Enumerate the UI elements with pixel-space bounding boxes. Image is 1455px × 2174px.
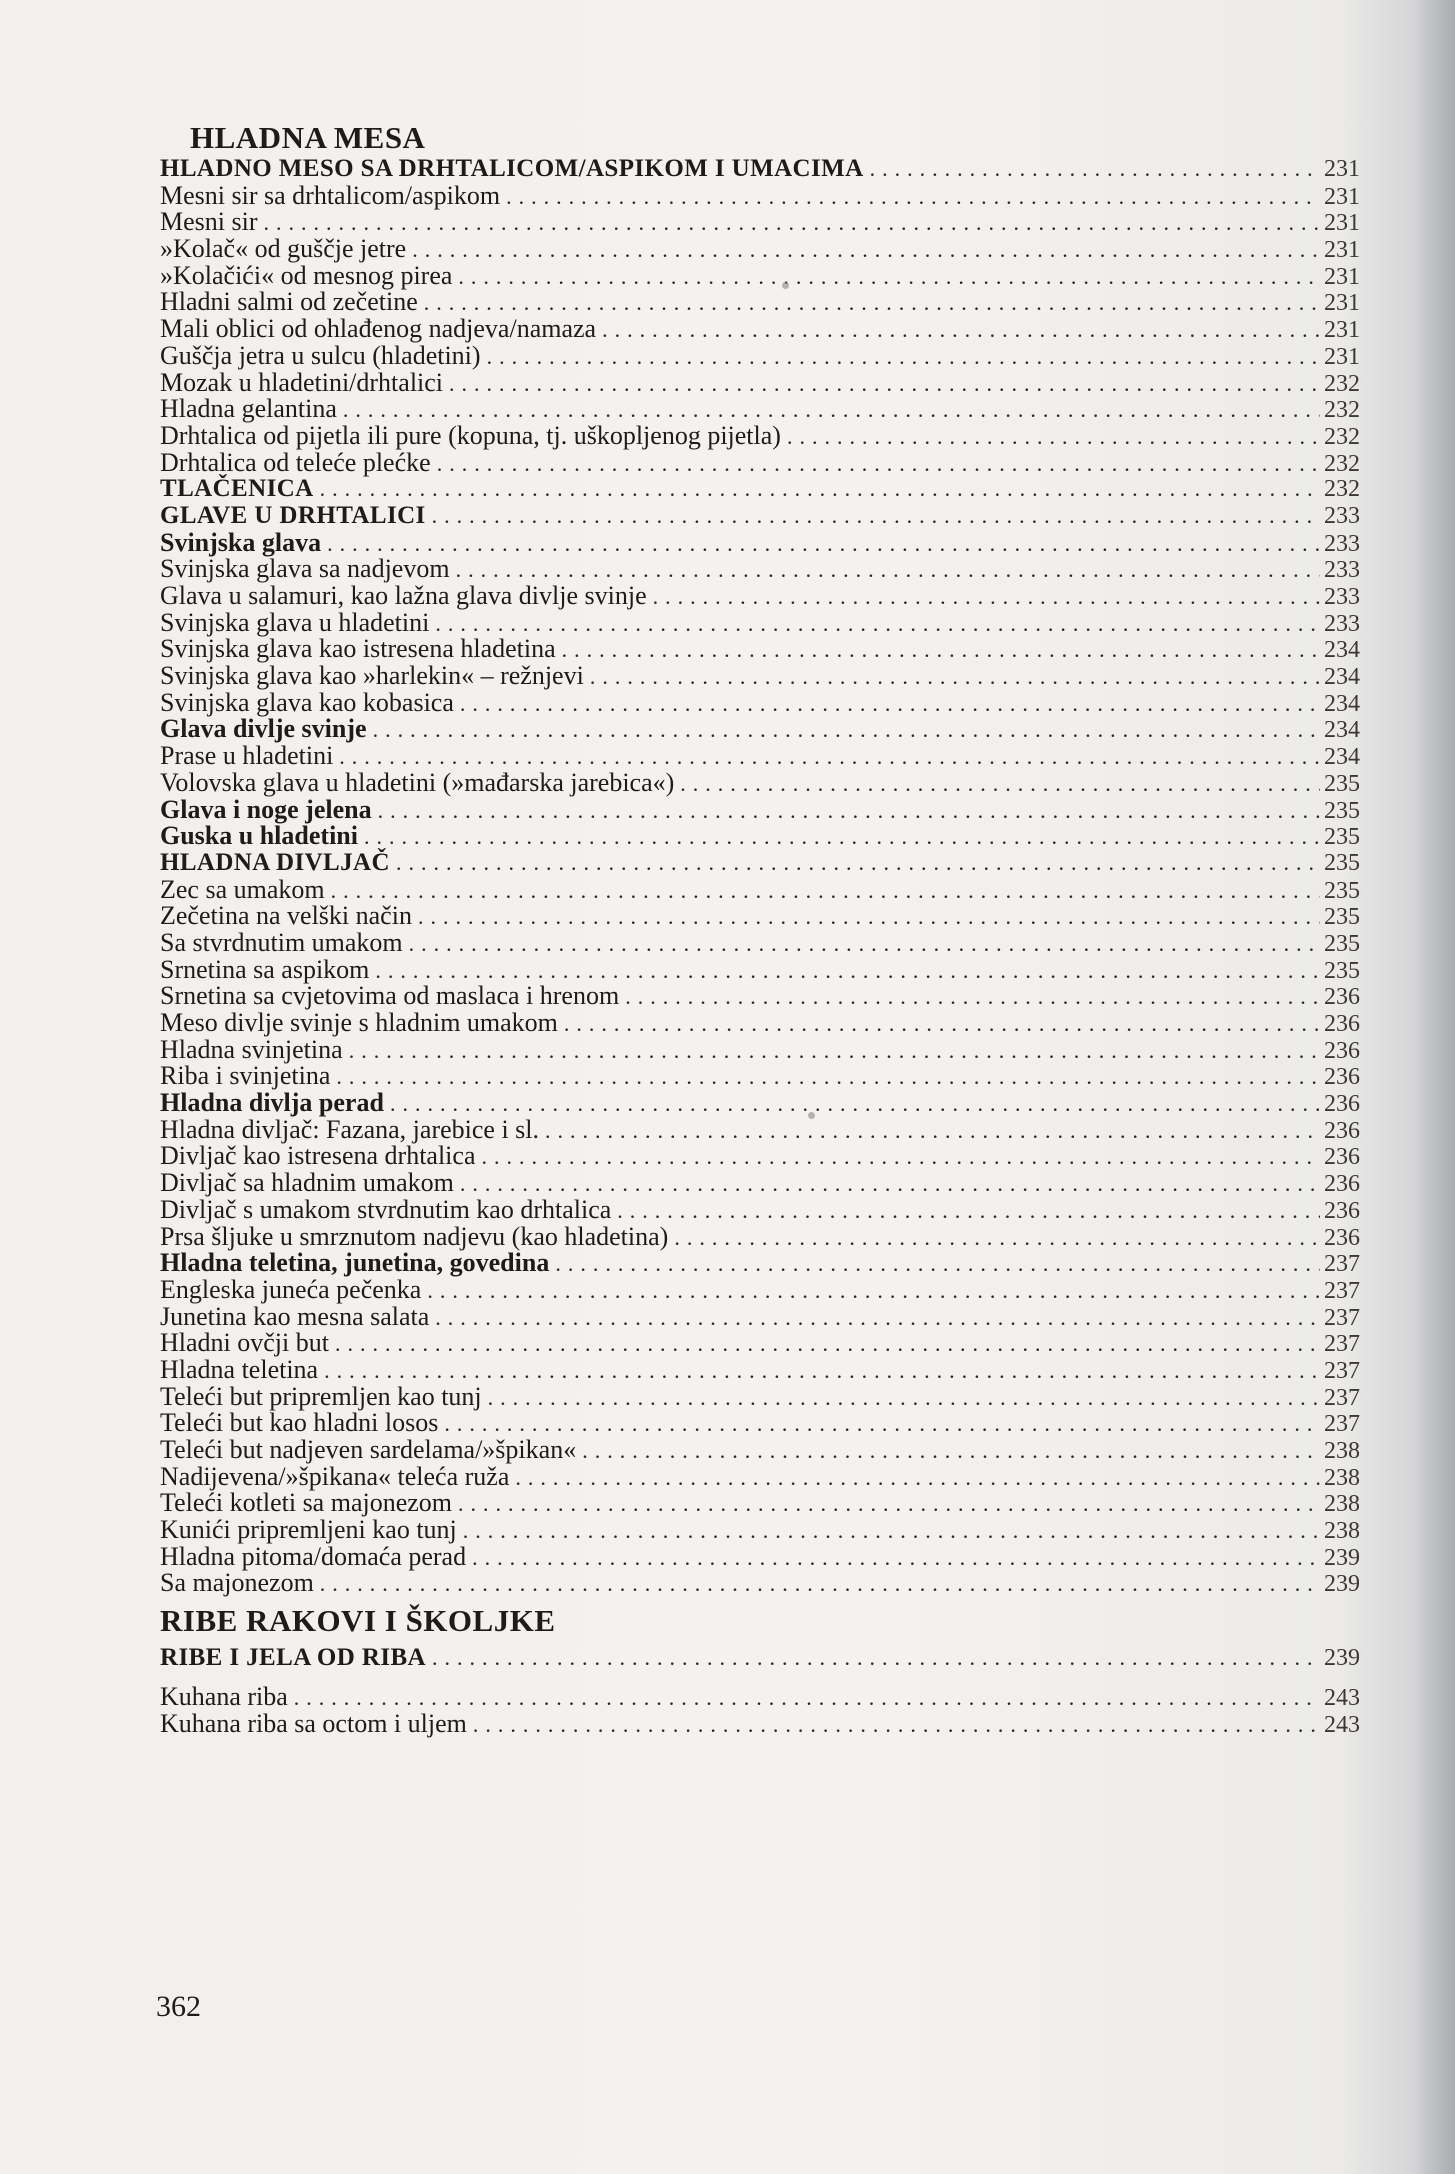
entry-title: Hladni ovčji but — [160, 1328, 329, 1358]
toc-entry — [160, 1381, 1360, 1411]
entry-page-number: 236 — [1324, 1091, 1360, 1118]
dot-leader — [870, 156, 1320, 183]
toc-entry — [160, 927, 1360, 957]
toc-subsection-entry — [160, 850, 1360, 877]
entry-title: Sa majonezom — [160, 1568, 314, 1598]
entry-page-number: 236 — [1324, 1197, 1360, 1224]
page-number: 362 — [156, 1990, 201, 2023]
dot-leader — [444, 1411, 1320, 1438]
dot-leader — [264, 210, 1321, 237]
entry-page-number: 235 — [1324, 904, 1360, 931]
dot-leader — [456, 557, 1320, 584]
entry-title: Glava u salamuri, kao lažna glava divlje svinje — [160, 581, 647, 610]
toc-entry — [160, 1010, 1360, 1037]
entry-title: Meso divlje svinje s hladnim umakom — [160, 1008, 558, 1037]
entry-title: Kuhana riba — [160, 1681, 288, 1711]
entry-page-number: 235 — [1324, 957, 1360, 984]
entry-title: Junetina kao mesna salata — [160, 1301, 430, 1331]
entry-page-number: 238 — [1324, 1438, 1360, 1464]
toc-entry — [160, 1410, 1360, 1437]
entry-title: RIBE I JELA OD RIBA — [160, 1644, 426, 1672]
entry-title: Svinjska glava kao istresena hladetina — [160, 634, 556, 664]
dot-leader — [458, 1491, 1320, 1518]
entry-page-number: 243 — [1324, 1684, 1360, 1711]
entry-title: Hladna teletina — [160, 1354, 319, 1384]
entry-page-number: 232 — [1324, 423, 1360, 450]
entry-page-number: 235 — [1324, 824, 1360, 851]
dot-leader — [435, 1305, 1320, 1332]
toc-entry — [160, 1570, 1360, 1597]
toc-entry — [160, 1221, 1360, 1251]
entry-page-number: 233 — [1324, 584, 1360, 610]
toc-entry — [160, 636, 1360, 663]
entry-page-number: 235 — [1324, 849, 1360, 876]
entry-page-number: 231 — [1324, 290, 1360, 317]
entry-title: »Kolačići« od mesnog pirea — [160, 260, 453, 290]
dot-leader — [590, 664, 1320, 691]
entry-title: Hladna gelantina — [160, 394, 337, 424]
dot-leader — [409, 931, 1320, 958]
entry-title: Mesni sir sa drhtalicom/aspikom — [160, 180, 501, 210]
entry-page-number: 235 — [1324, 930, 1360, 957]
toc-entry — [160, 1250, 1360, 1277]
entry-title: Svinjska glava u hladetini — [160, 607, 430, 637]
entry-title: Kuhana riba sa octom i uljem — [160, 1708, 467, 1738]
dot-leader — [335, 1331, 1320, 1358]
entry-page-number: 231 — [1324, 317, 1360, 344]
entry-title: Hladna teletina, junetina, govedina — [160, 1248, 550, 1278]
toc-entry — [160, 874, 1360, 904]
entry-title: Riba i svinjetina — [160, 1061, 331, 1091]
dot-leader — [324, 1358, 1320, 1385]
dot-leader — [460, 691, 1320, 718]
dot-leader — [680, 771, 1320, 798]
toc-entry — [160, 340, 1360, 370]
entry-page-number: 233 — [1324, 502, 1360, 529]
entry-title: Kunići pripremljeni kao tunj — [160, 1515, 457, 1545]
toc-entry — [160, 396, 1360, 423]
dot-leader — [515, 1465, 1320, 1492]
entry-title: Zečetina na velški način — [160, 901, 412, 931]
entry-title: Svinjska glava kao kobasica — [160, 687, 454, 717]
toc-entry — [160, 663, 1360, 690]
entry-title: TLAČENICA — [160, 475, 314, 503]
entry-title: Zec sa umakom — [160, 874, 325, 904]
toc-entry — [160, 289, 1360, 316]
toc-entry — [160, 1354, 1360, 1384]
entry-title: Divljač s umakom stvrdnutim kao drhtalica — [160, 1194, 612, 1224]
toc-entry — [160, 260, 1360, 290]
entry-page-number: 238 — [1324, 1518, 1360, 1545]
entry-page-number: 234 — [1324, 637, 1360, 664]
paper-speck — [782, 282, 789, 289]
toc-entry — [160, 767, 1360, 797]
toc-entry — [160, 1034, 1360, 1064]
dot-leader — [320, 476, 1320, 503]
entry-title: Nadijevena/»špikana« teleća ruža — [160, 1461, 510, 1491]
dot-leader — [331, 878, 1320, 905]
entry-page-number: 236 — [1324, 1011, 1360, 1037]
spacer — [160, 1672, 1360, 1684]
dot-leader — [460, 1171, 1320, 1198]
entry-title: Hladna pitoma/domaća perad — [160, 1541, 467, 1571]
toc-entry — [160, 794, 1360, 824]
toc-entry — [160, 1063, 1360, 1090]
entry-page-number: 236 — [1324, 1037, 1360, 1064]
toc-entry — [160, 954, 1360, 984]
section-heading: RIBE RAKOVI I ŠKOLJKE — [160, 1603, 556, 1639]
dot-leader — [435, 611, 1320, 638]
toc-entry — [160, 1490, 1360, 1517]
entry-page-number: 232 — [1324, 476, 1360, 503]
entry-page-number: 236 — [1324, 1117, 1360, 1144]
entry-page-number: 231 — [1324, 237, 1360, 264]
toc-entry — [160, 447, 1360, 477]
entry-title: Drhtalica od pijetla ili pure (kopuna, tj. uškopljenog pijetla) — [160, 420, 781, 450]
entry-title: HLADNO MESO SA DRHTALICOM/ASPIKOM I UMACIMA — [160, 155, 864, 182]
dot-leader — [427, 1278, 1320, 1305]
entry-title: Teleći kotleti sa majonezom — [160, 1488, 453, 1518]
paper-speck — [808, 1112, 815, 1119]
entry-title: Hladna divlja perad — [160, 1088, 384, 1118]
entry-page-number: 231 — [1324, 183, 1360, 210]
toc-entry — [160, 209, 1360, 236]
dot-leader — [617, 1198, 1320, 1225]
dot-leader — [472, 1545, 1320, 1572]
toc-entry — [160, 316, 1360, 343]
toc-entry — [160, 1143, 1360, 1170]
entry-page-number: 231 — [1324, 263, 1360, 290]
toc-entry — [160, 687, 1360, 717]
entry-page-number: 239 — [1324, 1544, 1360, 1571]
entry-title: Mesni sir — [160, 207, 258, 237]
dot-leader — [555, 1251, 1320, 1278]
entry-page-number: 237 — [1324, 1304, 1360, 1331]
entry-title: Glava i noge jelena — [160, 794, 372, 824]
entry-title: Divljač sa hladnim umakom — [160, 1168, 454, 1198]
toc-entry — [160, 1330, 1360, 1357]
dot-leader — [373, 717, 1320, 744]
entry-title: Divljač kao istresena drhtalica — [160, 1141, 476, 1171]
entry-title: Teleći but nadjeven sardelama/»špikan« — [160, 1435, 577, 1464]
dot-leader — [364, 824, 1320, 851]
dot-leader — [349, 1038, 1320, 1065]
toc-entry — [160, 236, 1360, 263]
table-of-contents — [160, 120, 1360, 1737]
entry-title: Svinjska glava — [160, 527, 322, 557]
dot-leader — [625, 984, 1320, 1011]
entry-title: Svinjska glava sa nadjevom — [160, 554, 450, 584]
toc-entry — [160, 1170, 1360, 1197]
entry-page-number: 236 — [1324, 984, 1360, 1011]
dot-leader — [506, 184, 1320, 211]
dot-leader — [294, 1685, 1320, 1712]
dot-leader — [653, 584, 1320, 611]
entry-page-number: 237 — [1324, 1277, 1360, 1304]
toc-entry — [160, 903, 1360, 930]
dot-leader — [320, 1571, 1320, 1598]
entry-page-number: 238 — [1324, 1464, 1360, 1491]
toc-entry — [160, 1274, 1360, 1304]
dot-leader — [582, 1438, 1320, 1465]
toc-entry — [160, 1090, 1360, 1117]
dot-leader — [424, 290, 1320, 317]
toc-entry — [160, 1194, 1360, 1224]
toc-entry — [160, 716, 1360, 743]
entry-page-number: 239 — [1324, 1571, 1360, 1598]
toc-subsection-entry — [160, 503, 1360, 530]
toc-subsection-entry — [160, 1645, 1360, 1672]
dot-leader — [336, 1064, 1320, 1091]
entry-title: GLAVE U DRHTALICI — [160, 501, 426, 529]
entry-title: HLADNA DIVLJAČ — [160, 848, 390, 876]
toc-entry — [160, 1301, 1360, 1331]
dot-leader — [432, 503, 1320, 530]
toc-entry — [160, 1114, 1360, 1144]
toc-entry — [160, 367, 1360, 397]
toc-entry — [160, 180, 1360, 210]
dot-leader — [327, 531, 1320, 558]
entry-title: Guščja jetra u sulcu (hladetini) — [160, 340, 481, 370]
entry-title: Svinjska glava kao »harlekin« – režnjevi — [160, 661, 584, 691]
toc-entry — [160, 1437, 1360, 1464]
entry-title: Prsa šljuke u smrznutom nadjevu (kao hladetina) — [160, 1221, 669, 1251]
entry-page-number: 237 — [1324, 1251, 1360, 1278]
entry-page-number: 235 — [1324, 770, 1360, 797]
entry-page-number: 233 — [1324, 610, 1360, 637]
dot-leader — [437, 451, 1320, 478]
dot-leader — [473, 1712, 1320, 1739]
entry-page-number: 234 — [1324, 664, 1360, 691]
dot-leader — [674, 1225, 1320, 1252]
dot-leader — [339, 744, 1320, 771]
entry-page-number: 235 — [1324, 877, 1360, 904]
entry-page-number: 236 — [1324, 1224, 1360, 1251]
entry-page-number: 236 — [1324, 1064, 1360, 1091]
toc-subsection-entry — [160, 476, 1360, 503]
entry-page-number: 231 — [1324, 343, 1360, 370]
dot-leader — [418, 904, 1320, 931]
entry-title: Teleći but pripremljen kao tunj — [160, 1381, 482, 1411]
entry-page-number: 237 — [1324, 1331, 1360, 1358]
entry-page-number: 236 — [1324, 1171, 1360, 1198]
entry-title: Srnetina sa aspikom — [160, 954, 370, 984]
dot-leader — [458, 264, 1320, 291]
entry-page-number: 234 — [1324, 717, 1360, 744]
entry-title: Sa stvrdnutim umakom — [160, 927, 403, 957]
entry-title: »Kolač« od guščje jetre — [160, 234, 407, 264]
entry-page-number: 237 — [1324, 1411, 1360, 1438]
entry-title: Mali oblici od ohlađenog nadjeva/namaza — [160, 314, 597, 344]
toc-entry — [160, 607, 1360, 637]
dot-leader — [463, 1518, 1320, 1545]
entry-page-number: 238 — [1324, 1491, 1360, 1518]
entry-title: Mozak u hladetini/drhtalici — [160, 367, 444, 397]
entry-page-number: 232 — [1324, 450, 1360, 477]
toc-entry — [160, 983, 1360, 1010]
entry-title: Drhtalica od teleće plećke — [160, 447, 431, 477]
entry-page-number: 233 — [1324, 557, 1360, 584]
dot-leader — [432, 1645, 1320, 1672]
entry-page-number: 231 — [1324, 210, 1360, 237]
entry-page-number: 237 — [1324, 1384, 1360, 1411]
entry-page-number: 231 — [1324, 156, 1360, 182]
entry-page-number: 235 — [1324, 797, 1360, 824]
entry-title: Glava divlje svinje — [160, 714, 367, 744]
entry-page-number: 236 — [1324, 1144, 1360, 1171]
dot-leader — [564, 1011, 1320, 1038]
toc-entry — [160, 527, 1360, 557]
entry-title: Prase u hladetini — [160, 741, 334, 771]
dot-leader — [449, 371, 1320, 398]
toc-entry — [160, 743, 1360, 770]
toc-subsection-entry — [160, 156, 1360, 183]
toc-entry — [160, 583, 1360, 610]
entry-page-number: 239 — [1324, 1645, 1360, 1672]
entry-title: Hladni salmi od zečetine — [160, 287, 418, 317]
dot-leader — [787, 424, 1320, 451]
entry-page-number: 237 — [1324, 1357, 1360, 1384]
toc-entry — [160, 1461, 1360, 1491]
dot-leader — [375, 958, 1320, 985]
entry-title: Srnetina sa cvjetovima od maslaca i hrenom — [160, 981, 620, 1011]
entry-page-number: 232 — [1324, 397, 1360, 424]
entry-title: Hladna divljač: Fazana, jarebice i sl. — [160, 1114, 540, 1144]
dot-leader — [562, 637, 1320, 664]
entry-page-number: 233 — [1324, 530, 1360, 557]
dot-leader — [481, 1144, 1320, 1171]
entry-title: Guska u hladetini — [160, 821, 358, 851]
dot-leader — [488, 1385, 1320, 1412]
entry-title: Engleska juneća pečenka — [160, 1274, 422, 1304]
dot-leader — [602, 317, 1320, 344]
entry-page-number: 234 — [1324, 744, 1360, 771]
page-edge-shadow — [1417, 0, 1455, 2174]
entry-page-number: 232 — [1324, 370, 1360, 397]
toc-entry — [160, 1541, 1360, 1571]
dot-leader — [378, 798, 1320, 825]
entry-title: Teleći but kao hladni losos — [160, 1408, 439, 1438]
toc-entry — [160, 823, 1360, 850]
toc-entry — [160, 1681, 1360, 1711]
toc-entry — [160, 420, 1360, 450]
dot-leader — [412, 237, 1320, 264]
toc-entry — [160, 1708, 1360, 1738]
dot-leader — [343, 397, 1320, 424]
entry-page-number: 243 — [1324, 1711, 1360, 1738]
dot-leader — [545, 1118, 1320, 1145]
toc-entry — [160, 556, 1360, 583]
dot-leader — [396, 850, 1320, 877]
entry-page-number: 234 — [1324, 690, 1360, 717]
dot-leader — [390, 1091, 1320, 1118]
entry-title: Volovska glava u hladetini (»mađarska jarebica«) — [160, 767, 675, 797]
entry-title: Hladna svinjetina — [160, 1034, 343, 1064]
toc-entry — [160, 1517, 1360, 1544]
section-heading: HLADNA MESA — [190, 120, 426, 155]
dot-leader — [487, 344, 1320, 371]
